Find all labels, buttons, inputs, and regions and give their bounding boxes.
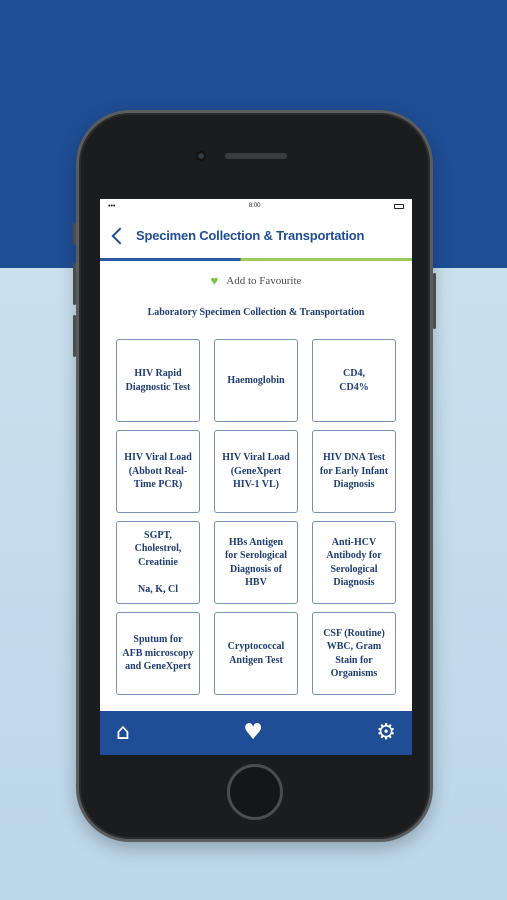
app-screen bbox=[100, 199, 412, 755]
back-chevron-icon[interactable] bbox=[112, 227, 129, 244]
section-title: Laboratory Specimen Collection & Transportation bbox=[147, 307, 365, 318]
volume-up-button bbox=[73, 263, 76, 305]
test-tile-hiv-rapid[interactable]: HIV Rapid Diagnostic Test bbox=[116, 339, 200, 422]
test-grid bbox=[116, 339, 398, 695]
heart-icon: ♥ bbox=[210, 273, 219, 288]
test-tile-csf[interactable]: CSF (Routine) WBC, Gram Stain for Organisms bbox=[312, 612, 396, 695]
app-header bbox=[100, 213, 412, 261]
test-tile-sgpt[interactable]: SGPT, Cholestrol, Creatinie Na, K, Cl bbox=[116, 521, 200, 604]
test-tile-hiv-viral-load-genexpert[interactable]: HIV Viral Load (GeneXpert HIV-1 VL) bbox=[214, 430, 298, 513]
volume-down-button bbox=[73, 315, 76, 357]
gear-icon[interactable]: ⚙ bbox=[376, 720, 396, 745]
front-camera bbox=[196, 151, 206, 161]
test-tile-sputum[interactable]: Sputum for AFB microscopy and GeneXpert bbox=[116, 612, 200, 695]
battery-icon bbox=[394, 204, 404, 209]
test-tile-cryptococcal[interactable]: Cryptococcal Antigen Test bbox=[214, 612, 298, 695]
signal-icon: ••• bbox=[108, 202, 116, 210]
phone-frame bbox=[76, 110, 433, 842]
test-tile-hiv-viral-load-abbott[interactable]: HIV Viral Load (Abbott Real- Time PCR) bbox=[116, 430, 200, 513]
page-title: Specimen Collection & Transportation bbox=[136, 228, 365, 243]
test-tile-cd4[interactable]: CD4, CD4% bbox=[312, 339, 396, 422]
add-to-favourite-label: Add to Favourite bbox=[226, 275, 302, 287]
home-button[interactable] bbox=[227, 764, 283, 820]
test-tile-haemoglobin[interactable]: Haemoglobin bbox=[214, 339, 298, 422]
heart-icon[interactable]: ♥ bbox=[243, 720, 263, 745]
test-tile-anti-hcv[interactable]: Anti-HCV Antibody for Serological Diagnosis bbox=[312, 521, 396, 604]
add-to-favourite-button[interactable] bbox=[100, 273, 412, 289]
status-time: 8:00 bbox=[248, 203, 261, 209]
test-tile-hiv-dna[interactable]: HIV DNA Test for Early Infant Diagnosis bbox=[312, 430, 396, 513]
status-bar bbox=[100, 199, 412, 213]
mute-switch bbox=[73, 223, 76, 245]
test-tile-hbs-antigen[interactable]: HBs Antigen for Serological Diagnosis of HBV bbox=[214, 521, 298, 604]
bottom-navigation bbox=[100, 711, 412, 755]
power-button bbox=[433, 273, 436, 329]
earpiece-speaker bbox=[225, 153, 287, 159]
home-icon[interactable]: ⌂ bbox=[116, 720, 130, 745]
header-divider bbox=[100, 258, 412, 261]
